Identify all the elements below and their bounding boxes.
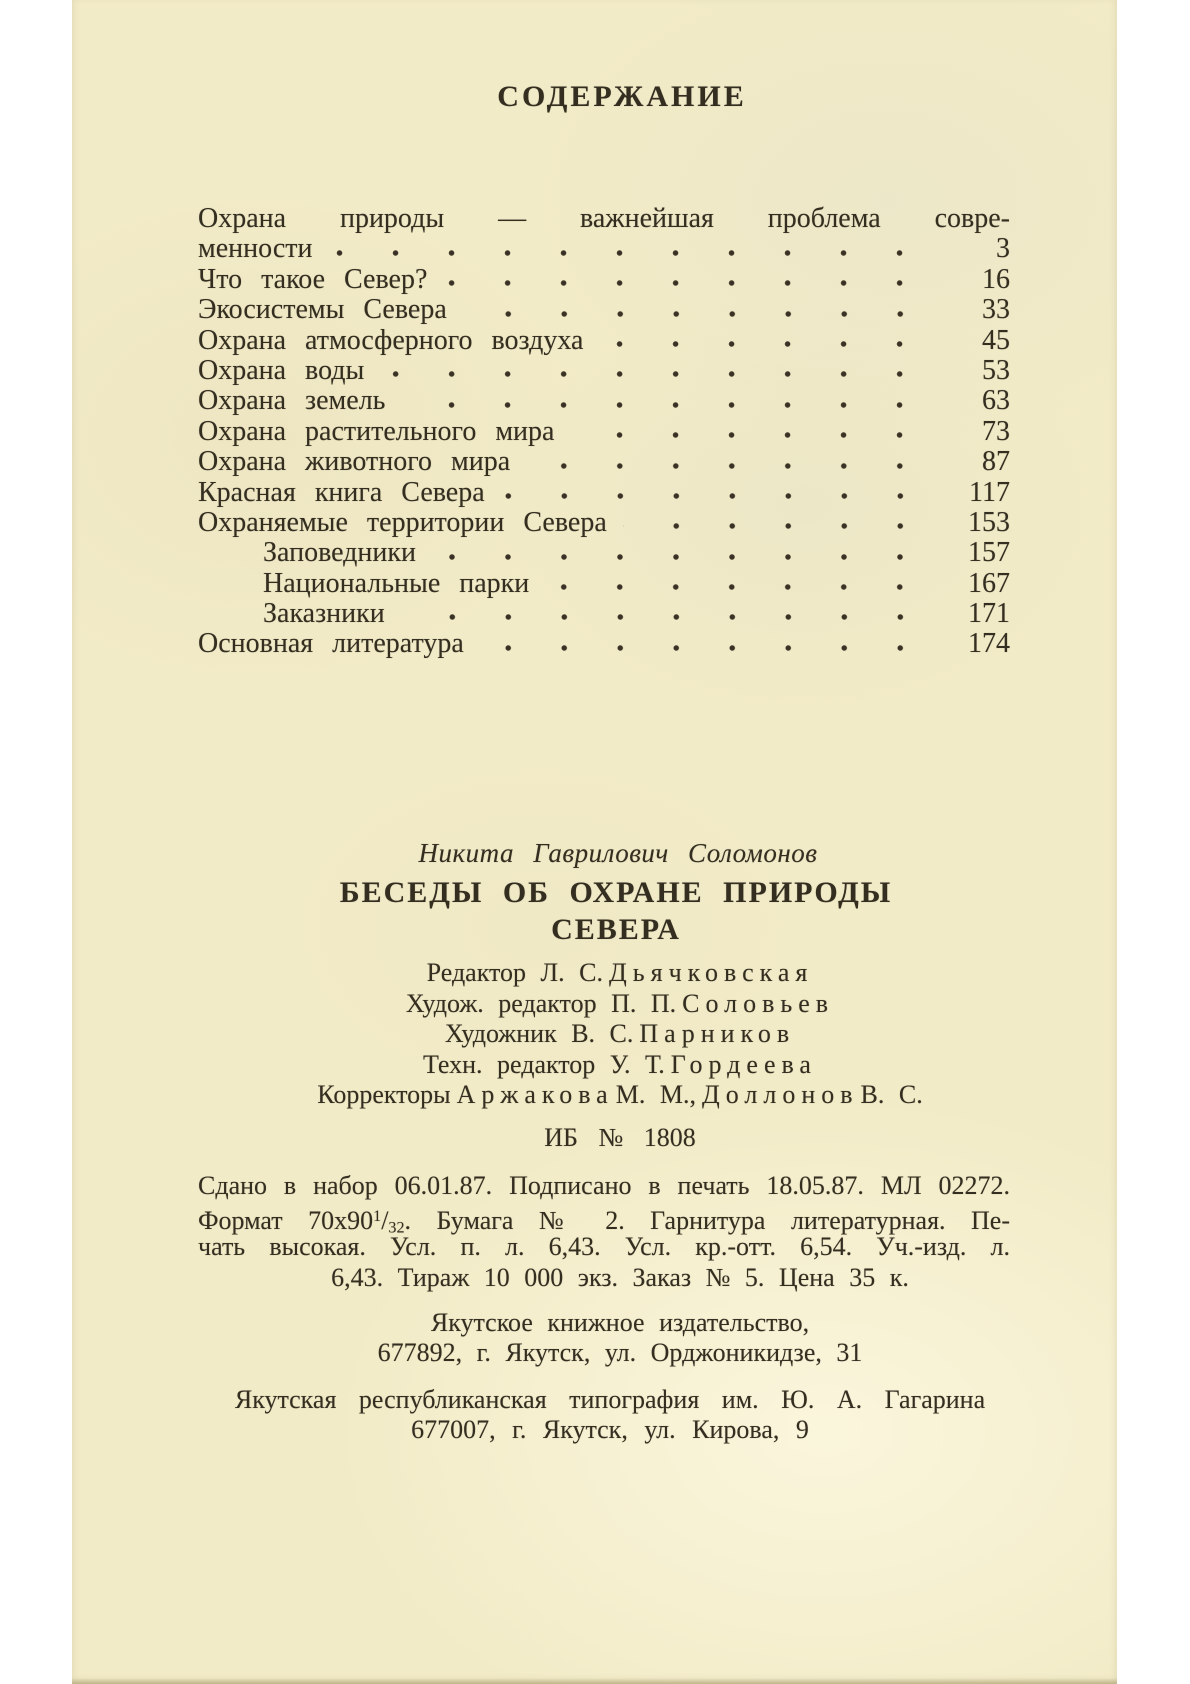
toc-entry-page-number: 171 bbox=[968, 598, 1010, 630]
toc-entry-label: Охрана земель bbox=[198, 385, 386, 417]
imprint-line: чать высокая. Усл. п. л. 6,43. Усл. кр.-отт. 6,54. Уч.-изд. л. bbox=[198, 1232, 1010, 1262]
toc-entry bbox=[198, 386, 1010, 416]
credit-role: Худож. редактор П. П. bbox=[405, 988, 677, 1018]
dot-leader bbox=[501, 491, 928, 501]
printer-name: Якутская республиканская типография им. Ю. А. Гагарина bbox=[234, 1385, 986, 1414]
credit-surname: Парников bbox=[639, 1019, 796, 1048]
toc-entry bbox=[198, 447, 1010, 477]
book-page bbox=[72, 0, 1117, 1684]
printer-address: 677007, г. Якутск, ул. Кирова, 9 bbox=[411, 1415, 809, 1444]
toc-entry-label: Охрана растительного мира bbox=[198, 415, 555, 447]
imprint-format-text: Формат 70х90 bbox=[198, 1205, 374, 1235]
toc-entry-label: Национальные парки bbox=[263, 567, 530, 599]
book-title-line2: СЕВЕРА bbox=[551, 913, 681, 946]
toc-entry bbox=[198, 295, 1010, 325]
toc-entry bbox=[198, 265, 1010, 295]
toc-entry-label: Охраняемые территории Севера bbox=[198, 506, 607, 538]
publisher-block bbox=[214, 1308, 1026, 1368]
toc-entry-indented bbox=[198, 599, 1010, 629]
dot-leader bbox=[526, 461, 928, 471]
toc-entry-page-number: 87 bbox=[982, 446, 1010, 478]
toc-entry-label: Охрана воды bbox=[198, 354, 365, 386]
toc-entry bbox=[198, 478, 1010, 508]
toc-entry-page-number: 157 bbox=[968, 537, 1010, 569]
credit-initials: В. С. bbox=[860, 1080, 923, 1109]
format-fraction-numerator: 1 bbox=[373, 1207, 382, 1225]
publisher-name: Якутское книжное издательство, bbox=[430, 1308, 810, 1337]
credit-tech-editor bbox=[214, 1050, 1026, 1081]
dot-leader bbox=[380, 369, 928, 379]
toc-entry bbox=[198, 508, 1010, 538]
toc-entry bbox=[198, 417, 1010, 447]
credit-initials: М. М., bbox=[615, 1080, 696, 1109]
dot-leader bbox=[570, 430, 928, 440]
format-fraction-denominator: 32 bbox=[388, 1218, 405, 1236]
credit-role: Художник В. С. bbox=[444, 1019, 634, 1048]
credit-artist bbox=[214, 1019, 1026, 1050]
dot-leader bbox=[545, 582, 928, 592]
imprint-line: Сдано в набор 06.01.87. Подписано в печать 18.05.87. МЛ 02272. bbox=[198, 1171, 1010, 1200]
credit-role: Техн. редактор У. Т. bbox=[423, 1049, 665, 1079]
toc-entry-page-number: 16 bbox=[982, 263, 1010, 295]
dot-leader bbox=[480, 643, 928, 653]
toc-entry bbox=[198, 326, 1010, 356]
credit-surname: Соловьев bbox=[682, 988, 835, 1018]
format-fraction-slash: / bbox=[381, 1205, 389, 1235]
credit-surname: Дьячковская bbox=[609, 958, 814, 987]
toc-entry-label: Заповедники bbox=[263, 537, 416, 569]
credit-role: Редактор Л. С. bbox=[426, 958, 604, 987]
toc-entry-title-wrapped: Охрана природы — важнейшая проблема совре- bbox=[198, 203, 1010, 234]
dot-leader bbox=[443, 278, 928, 288]
dot-leader bbox=[599, 339, 928, 349]
toc-entry bbox=[198, 629, 1010, 659]
toc-entry-page-number: 117 bbox=[969, 476, 1010, 508]
toc-entry-label: Заказники bbox=[263, 598, 385, 630]
imprint-block bbox=[198, 1171, 1010, 1293]
toc-entry-page-number: 73 bbox=[982, 415, 1010, 447]
dot-leader bbox=[623, 521, 928, 531]
toc-entry-label: Экосистемы Севера bbox=[198, 294, 447, 326]
dot-leader bbox=[401, 400, 928, 410]
toc-entry-indented bbox=[198, 569, 1010, 599]
credit-surname: Доллонов bbox=[701, 1080, 859, 1109]
credit-surname: Гордеева bbox=[670, 1049, 817, 1079]
dot-leader bbox=[463, 309, 928, 319]
publisher-address: 677892, г. Якутск, ул. Орджоникидзе, 31 bbox=[377, 1338, 863, 1367]
toc-entry-label: Основная литература bbox=[198, 628, 464, 660]
toc-entry-page-number: 45 bbox=[982, 324, 1010, 356]
toc-entry-page-number: 153 bbox=[968, 506, 1010, 538]
dot-leader bbox=[432, 552, 928, 562]
toc-entry-label: Красная книга Севера bbox=[198, 476, 485, 508]
toc-entry-label: Охрана животного мира bbox=[198, 446, 511, 478]
dot-leader bbox=[401, 612, 928, 622]
dot-leader bbox=[328, 248, 928, 258]
credit-role: Корректоры bbox=[317, 1080, 451, 1109]
credit-proofreaders bbox=[214, 1080, 1026, 1111]
toc-entry-page-number: 3 bbox=[996, 233, 1010, 265]
imprint-format-text: . Бумага № 2. Гарнитура литературная. Пе- bbox=[404, 1205, 1010, 1235]
credit-surname: Аржакова bbox=[456, 1080, 614, 1109]
author-name: Никита Гаврилович Соломонов bbox=[418, 838, 818, 868]
toc-entry-label: Что такое Север? bbox=[198, 263, 428, 295]
toc-entry-page-number: 53 bbox=[982, 354, 1010, 386]
ib-number: ИБ № 1808 bbox=[544, 1123, 696, 1152]
toc-entry-indented bbox=[198, 538, 1010, 568]
toc-entry-page-number: 167 bbox=[968, 567, 1010, 599]
toc-entry-page-number: 63 bbox=[982, 385, 1010, 417]
toc-entry bbox=[198, 356, 1010, 386]
printer-block bbox=[204, 1385, 1016, 1445]
credit-art-editor bbox=[214, 989, 1026, 1020]
staff-credits bbox=[214, 958, 1026, 1111]
toc-entry bbox=[198, 234, 1010, 264]
credit-editor bbox=[214, 958, 1026, 989]
imprint-line: 6,43. Тираж 10 000 экз. Заказ № 5. Цена 35 к. bbox=[331, 1262, 909, 1292]
toc-entry-label: Охрана атмосферного воздуха bbox=[198, 324, 584, 356]
table-of-contents bbox=[198, 204, 1010, 660]
toc-entry-page-number: 33 bbox=[982, 294, 1010, 326]
toc-entry-page-number: 174 bbox=[968, 628, 1010, 660]
toc-heading: СОДЕРЖАНИЕ bbox=[497, 80, 747, 113]
book-title-line1: БЕСЕДЫ ОБ ОХРАНЕ ПРИРОДЫ bbox=[339, 876, 893, 909]
imprint-line bbox=[198, 1202, 1010, 1236]
toc-entry-label: менности bbox=[198, 233, 313, 265]
